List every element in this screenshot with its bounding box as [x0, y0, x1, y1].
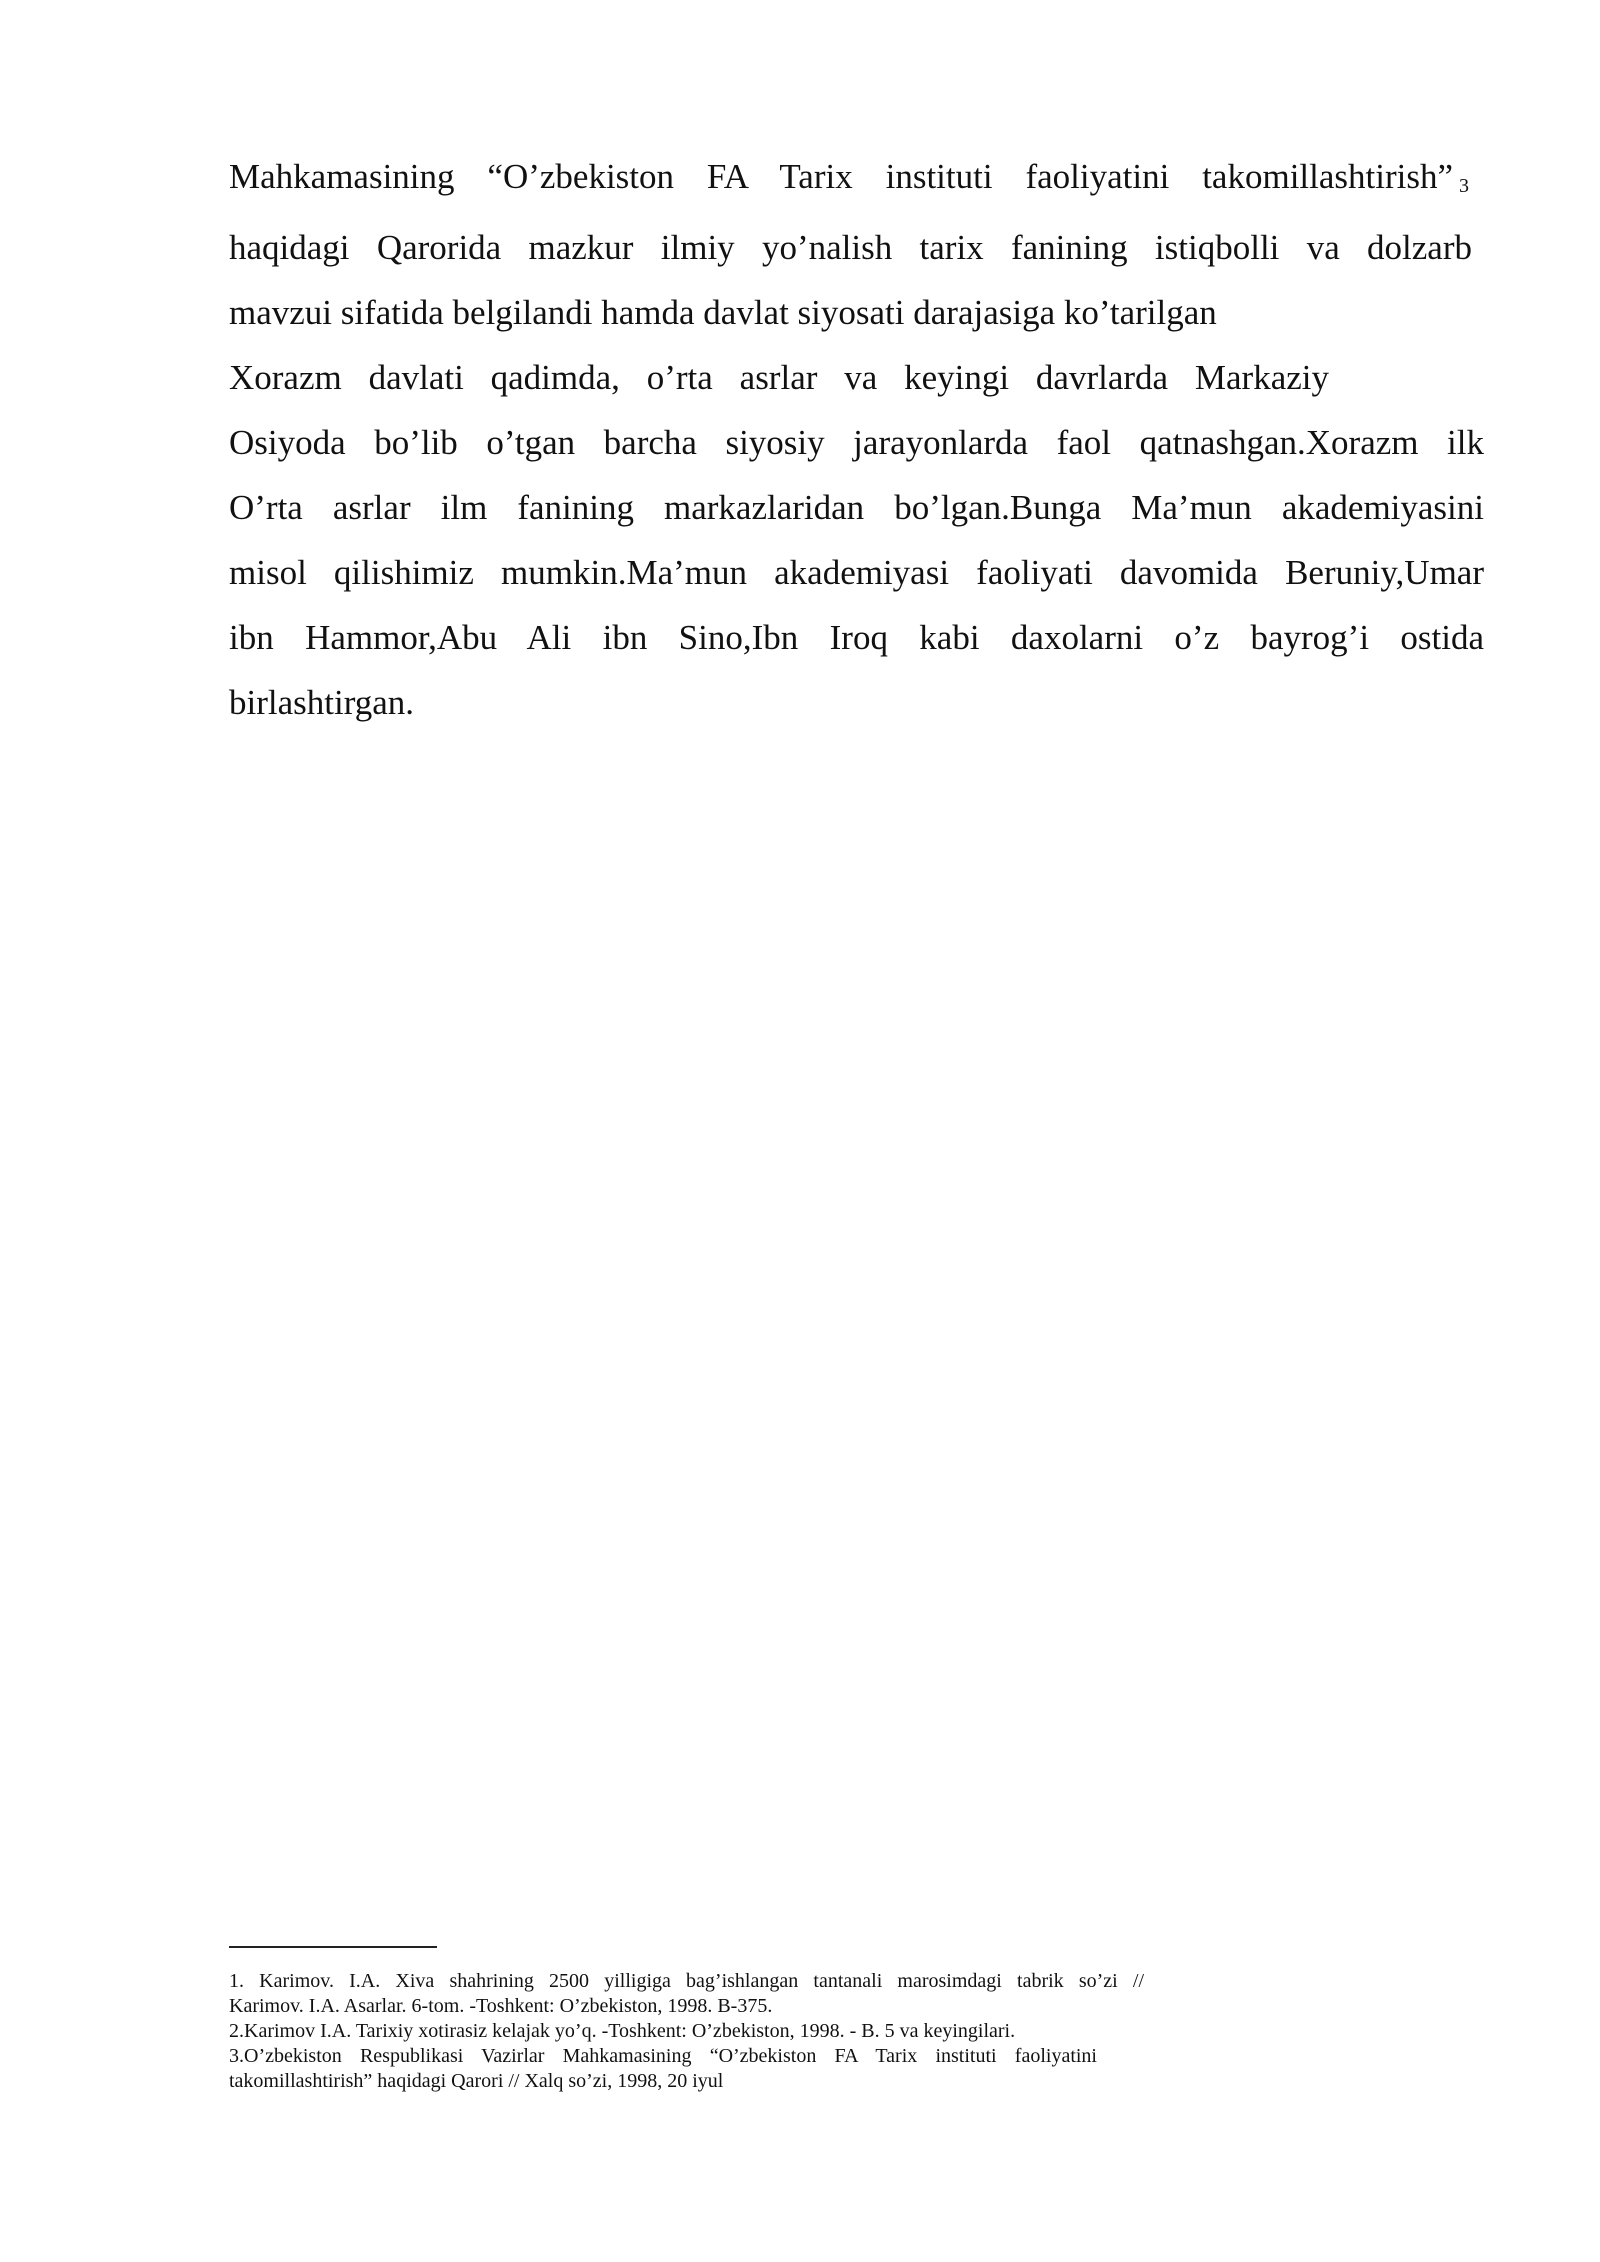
body-line: O’rta asrlar ilm fanining markazlaridan bo’lgan.Bunga Ma’mun akademiyasini — [229, 488, 1484, 527]
footnote-line: takomillashtirish” haqidagi Qarori // Xalq so’zi, 1998, 20 iyul — [229, 2070, 724, 2092]
footnote-line: Karimov. I.A. Asarlar. 6-tom. -Toshkent: O’zbekiston, 1998. B-375. — [229, 1995, 773, 2017]
body-line: Osiyoda bo’lib o’tgan barcha siyosiy jarayonlarda faol qatnashgan.Xorazm ilk — [229, 423, 1484, 462]
footnote-reference[interactable]: 3 — [1459, 175, 1469, 197]
body-line: Xorazm davlati qadimda, o’rta asrlar va keyingi davrlarda Markaziy — [229, 358, 1329, 397]
footnote-separator — [229, 1946, 437, 1948]
body-line: birlashtirgan. — [229, 683, 415, 722]
body-paragraph — [229, 144, 1484, 735]
body-line: misol qilishimiz mumkin.Ma’mun akademiyasi faoliyati davomida Beruniy,Umar — [229, 553, 1484, 592]
body-line: mavzui sifatida belgilandi hamda davlat siyosati darajasiga ko’tarilgan — [229, 293, 1217, 332]
footnotes — [229, 1969, 1149, 2094]
body-line: haqidagi Qarorida mazkur ilmiy yo’nalish tarix fanining istiqbolli va dolzarb — [229, 228, 1472, 267]
body-line: ibn Hammor,Abu Ali ibn Sino,Ibn Iroq kabi daxolarni o’z bayrog’i ostida — [229, 618, 1484, 657]
footnote-line: 1. Karimov. I.A. Xiva shahrining 2500 yilligiga bag’ishlangan tantanali marosimdagi tabrik so’zi // — [229, 1970, 1144, 1992]
body-line: Mahkamasining “O’zbekiston FA Tarix instituti faoliyatini takomillashtirish” 3 — [229, 157, 1469, 197]
footnote-line: 2.Karimov I.A. Tarixiy xotirasiz kelajak yo’q. -Toshkent: O’zbekiston, 1998. - B. 5 va keyingilari. — [229, 2020, 1016, 2042]
footnote-line: 3.O’zbekiston Respublikasi Vazirlar Mahkamasining “O’zbekiston FA Tarix instituti faoliyatini — [229, 2045, 1097, 2067]
